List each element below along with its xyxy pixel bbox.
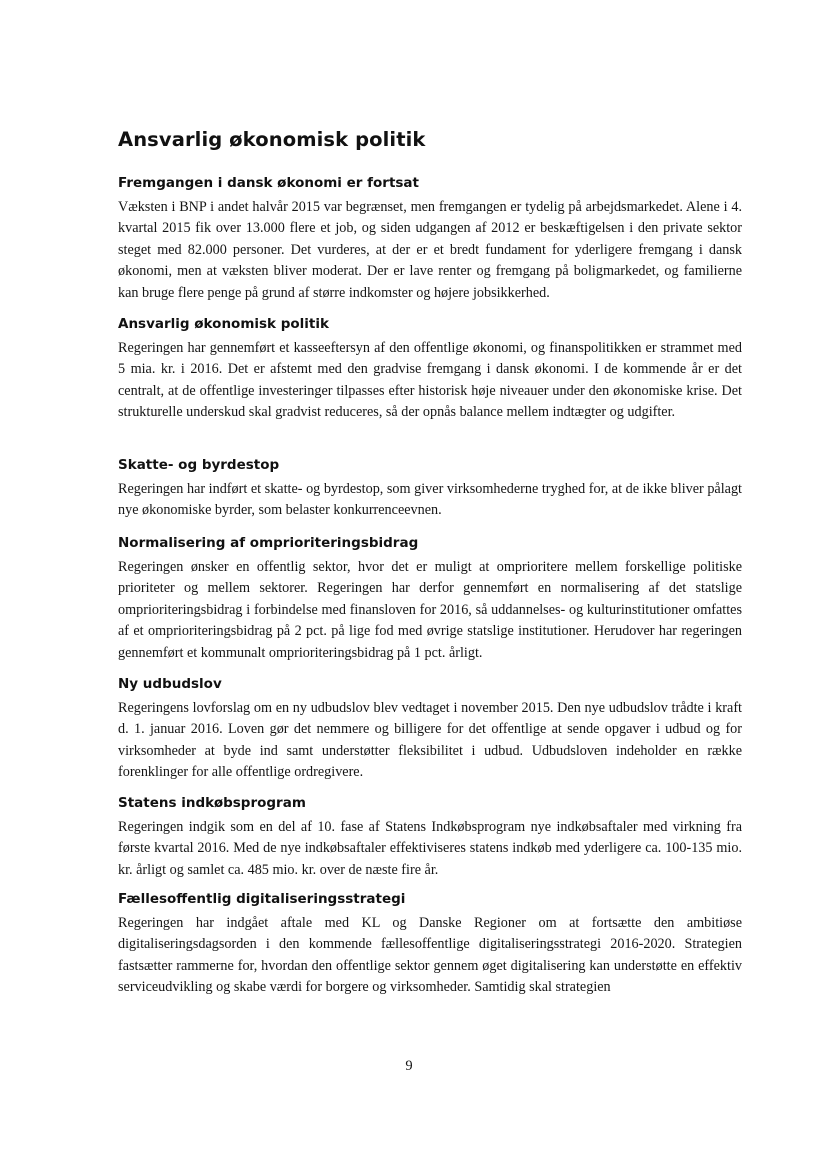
section-body: Regeringen har gennemført et kasseeftersyn af den offentlige økonomi, og finanspolitikken er strammet med 5 mia. kr. i 2016. Det er afstemt med den gradvise fremgang i dansk økonomi. I de kommende år er det centralt, at de offentlige investeringer tilpasses efter historisk høje niveauer under den økonomiske krise. Det strukturelle underskud skal gradvist reduceres, så der opnås balance mellem indtægter og udgifter. (118, 340, 742, 421)
section-heading: Normalisering af omprioriteringsbidrag (118, 535, 419, 551)
page-number: 9 (405, 1058, 413, 1074)
section-heading: Fællesoffentlig digitaliseringsstrategi (118, 891, 406, 907)
page-title: Ansvarlig økonomisk politik (118, 128, 426, 151)
section-body: Væksten i BNP i andet halvår 2015 var begrænset, men fremgangen er tydelig på arbejdsmarkedet. Alene i 4. kvartal 2015 fik over 13.000 flere et job, og siden udgangen af 2012 er beskæftigelsen i den private sektor steget med 82.000 personer. Det vurderes, at der er et bredt fundament for yderligere fremgang i dansk økonomi, men at væksten bliver moderat. Der er lave renter og fremgang på boligmarkedet, og familierne kan bruge flere penge på grund af større indkomster og højere jobsikkerhed. (118, 199, 742, 301)
section-udbudslov (118, 676, 742, 784)
section-ansvarlig (118, 316, 742, 424)
section-heading: Statens indkøbsprogram (118, 795, 306, 811)
section-heading: Skatte- og byrdestop (118, 457, 280, 473)
section-digitalisering (118, 891, 742, 999)
section-body: Regeringens lovforslag om en ny udbudslov blev vedtaget i november 2015. Den nye udbudslov trådte i kraft d. 1. januar 2016. Loven gør det nemmere og billigere for det offentlige at sende opgaver i udbud og for virksomheder at byde ind samt understøtter fleksibilitet i udbud. Udbudsloven indeholder en række forenklinger for alle offentlige ordregivere. (118, 700, 742, 781)
section-body: Regeringen har indgået aftale med KL og Danske Regioner om at fortsætte den ambitiøse digitaliseringsdagsorden i den kommende fællesoffentlige digitaliseringsstrategi 2016-2020. Strategien fastsætter rammerne for, hvordan den offentlige sektor gennem øget digitalisering kan understøtte en effektiv serviceudvikling og skabe værdi for borgere og virksomheder. Samtidig skal strategien (118, 915, 742, 996)
section-omprioritering (118, 535, 742, 664)
section-body: Regeringen ønsker en offentlig sektor, hvor det er muligt at omprioritere mellem forskellige politiske prioriteter og mellem sektorer. Regeringen har derfor gennemført en normalisering af det statslige omprioriteringsbidrag i forbindelse med finansloven for 2016, så uddannelses- og kulturinstitutioner omfattes af et omprioriteringsbidrag på 2 pct. på lige fod med øvrige statslige institutioner. Herudover har regeringen gennemført et kommunalt omprioriteringsbidrag på 1 pct. årligt. (118, 559, 742, 661)
section-fremgangen (118, 175, 742, 304)
section-skattestop (118, 457, 742, 522)
section-heading: Fremgangen i dansk økonomi er fortsat (118, 175, 419, 191)
section-body: Regeringen indgik som en del af 10. fase af Statens Indkøbsprogram nye indkøbsaftaler med virkning fra første kvartal 2016. Med de nye indkøbsaftaler effektiviseres statens indkøb med yderligere ca. 100-135 mio. kr. årligt og samlet ca. 485 mio. kr. over de næste fire år. (118, 819, 742, 878)
section-indkoebsprogram (118, 795, 742, 881)
section-heading: Ansvarlig økonomisk politik (118, 316, 329, 332)
section-body: Regeringen har indført et skatte- og byrdestop, som giver virksomhederne tryghed for, at de ikke bliver pålagt nye økonomiske byrder, som belaster konkurrenceevnen. (118, 481, 742, 519)
section-heading: Ny udbudslov (118, 676, 222, 692)
